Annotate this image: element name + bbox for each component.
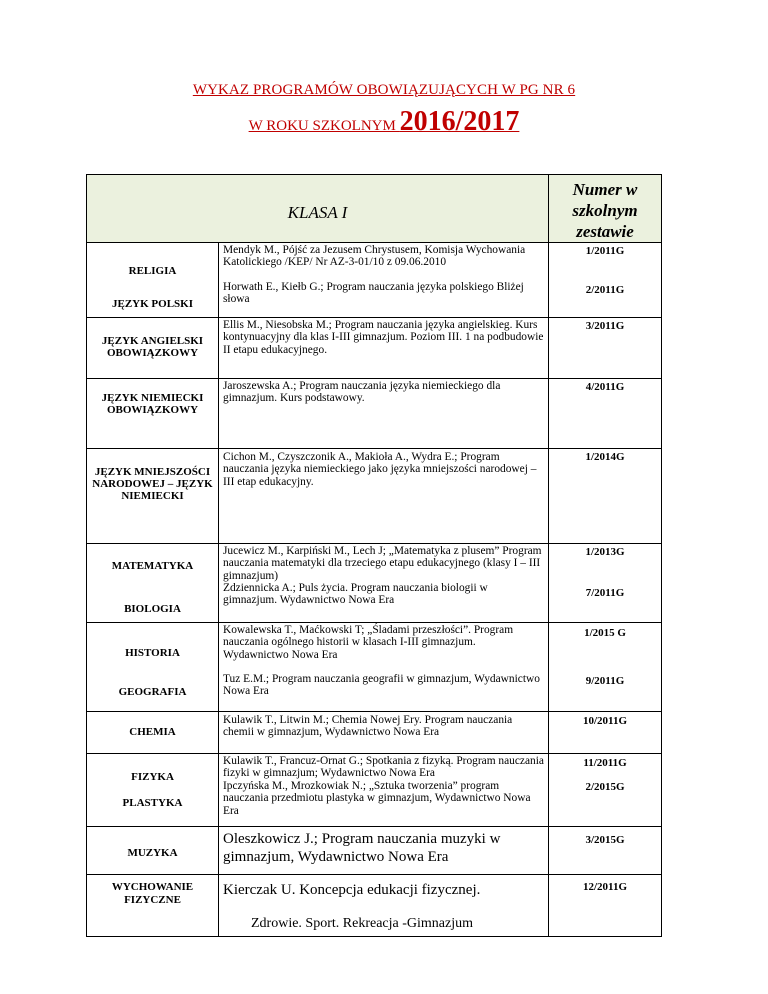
program-cell: [219, 544, 549, 623]
subject-jezyk-angielski: JĘZYK ANGIELSKI OBOWIĄZKOWY: [87, 318, 219, 379]
program-jezyk-polski: Horwath E., Kiełb G.; Program nauczania języka polskiego Bliżej słowa: [223, 281, 524, 306]
title-year: 2016/2017: [399, 106, 520, 137]
document-title-line2: [0, 106, 768, 138]
number-header: [549, 175, 662, 243]
number-fizyka: 11/2011G: [583, 757, 627, 769]
program-fizyka: Kulawik T., Francuz-Ornat G.; Spotkania z fizyką. Program nauczania fizyki w gimnazjum; Wydawnictwo Nowa Era: [223, 755, 544, 780]
number-mniejszosci: 1/2014G: [549, 449, 662, 544]
number-cell: [549, 544, 662, 623]
program-cell: [219, 875, 549, 937]
number-historia: 1/2015 G: [584, 627, 626, 639]
table-row: [87, 243, 662, 318]
program-plastyka: Ipczyńska M., Mrozkowiak N.; „Sztuka tworzenia” program nauczania przedmiotu plastyka w gimnazjum, Wydawnictwo Nowa Era: [223, 780, 531, 817]
subject-biologia: BIOLOGIA: [124, 603, 181, 615]
subject-cell: [87, 623, 219, 712]
subject-chemia: CHEMIA: [87, 712, 219, 754]
subject-historia: HISTORIA: [125, 647, 180, 659]
program-wf-line2: Zdrowie. Sport. Rekreacja -Gimnazjum: [251, 916, 473, 931]
program-cell: [219, 243, 549, 318]
table-row: [87, 318, 662, 379]
subject-cell: [87, 754, 219, 827]
number-muzyka: 3/2015G: [549, 827, 662, 875]
table-row: [87, 754, 662, 827]
number-biologia: 7/2011G: [585, 587, 625, 599]
table-row: [87, 544, 662, 623]
program-wf: Kierczak U. Koncepcja edukacji fizycznej.: [223, 882, 481, 898]
program-cell: [219, 623, 549, 712]
subject-cell: [87, 243, 219, 318]
number-cell: [549, 623, 662, 712]
subject-plastyka: PLASTYKA: [122, 797, 183, 809]
table-row: [87, 712, 662, 754]
document-title-line1: WYKAZ PROGRAMÓW OBOWIĄZUJĄCYCH W PG NR 6: [192, 82, 576, 98]
table-header-row: [87, 175, 662, 243]
program-muzyka: Oleszkowicz J.; Program nauczania muzyki w gimnazjum, Wydawnictwo Nowa Era: [219, 827, 549, 875]
number-plastyka: 2/2015G: [585, 781, 625, 793]
number-header-line: Numer w: [572, 180, 638, 199]
subject-matematyka: MATEMATYKA: [111, 560, 194, 572]
subject-wf: WYCHOWANIE FIZYCZNE: [87, 875, 219, 937]
number-chemia: 10/2011G: [549, 712, 662, 754]
number-cell: [549, 754, 662, 827]
program-mniejszosci: Cichon M., Czyszczonik A., Makioła A., Wydra E.; Program nauczania języka niemieckiego jako języka mniejszości narodowej – III etap edukacyjny.: [219, 449, 549, 544]
number-geografia: 9/2011G: [585, 675, 625, 687]
subject-religia: RELIGIA: [128, 265, 177, 277]
class-header: KLASA I: [87, 175, 549, 243]
number-cell: [549, 243, 662, 318]
number-jezyk-polski: 2/2011G: [585, 284, 625, 296]
subject-jezyk-polski: JĘZYK POLSKI: [112, 298, 193, 310]
table-row: [87, 379, 662, 449]
subject-jezyk-niemiecki: JĘZYK NIEMIECKI OBOWIĄZKOWY: [87, 379, 219, 449]
program-historia: Kowalewska T., Maćkowski T; „Śladami przeszłości”. Program nauczania ogólnego historii w klasach I-III gimnazjum. Wydawnictwo Nowa Era: [223, 624, 514, 661]
programs-table: [86, 174, 662, 937]
program-chemia: Kulawik T., Litwin M.; Chemia Nowej Ery. Program nauczania chemii w gimnazjum, Wydawnictwo Nowa Era: [219, 712, 549, 754]
subject-cell: [87, 544, 219, 623]
number-jezyk-angielski: 3/2011G: [549, 318, 662, 379]
title-prefix: W ROKU SZKOLNYM: [248, 118, 400, 134]
table-row: [87, 875, 662, 937]
program-biologia: Zdziennicka A.; Puls życia. Program nauczania biologii w gimnazjum. Wydawnictwo Nowa Era: [223, 582, 488, 607]
number-header-line: szkolnym: [572, 201, 638, 220]
subject-mniejszosci: JĘZYK MNIEJSZOŚCI NARODOWEJ – JĘZYK NIEMIECKI: [87, 449, 219, 544]
program-jezyk-angielski: Ellis M., Niesobska M.; Program nauczania języka angielskieg. Kurs kontynuacyjny dla klas I-III gimnazjum. Poziom III. 1 na podbudowie II etapu edukacyjnego.: [219, 318, 549, 379]
table-row: [87, 449, 662, 544]
number-jezyk-niemiecki: 4/2011G: [549, 379, 662, 449]
subject-geografia: GEOGRAFIA: [118, 686, 187, 698]
subject-muzyka: MUZYKA: [87, 827, 219, 875]
program-religia: Mendyk M., Pójść za Jezusem Chrystusem, Komisja Wychowania Katolickiego /KEP/ Nr AZ-3-01/10 z 09.06.2010: [223, 244, 526, 269]
program-matematyka: Jucewicz M., Karpiński M., Lech J; „Matematyka z plusem” Program nauczania matematyki dla trzeciego etapu edukacyjnego (klasy I – III gimnazjum): [223, 545, 542, 582]
number-wf: 12/2011G: [549, 875, 662, 937]
program-jezyk-niemiecki: Jaroszewska A.; Program nauczania języka niemieckiego dla gimnazjum. Kurs podstawowy.: [219, 379, 549, 449]
number-matematyka: 1/2013G: [585, 546, 625, 558]
number-header-line: zestawie: [576, 222, 634, 241]
number-religia: 1/2011G: [585, 245, 625, 257]
subject-fizyka: FIZYKA: [131, 771, 174, 783]
table-row: [87, 623, 662, 712]
program-geografia: Tuz E.M.; Program nauczania geografii w gimnazjum, Wydawnictwo Nowa Era: [223, 673, 540, 698]
program-cell: [219, 754, 549, 827]
table-row: [87, 827, 662, 875]
